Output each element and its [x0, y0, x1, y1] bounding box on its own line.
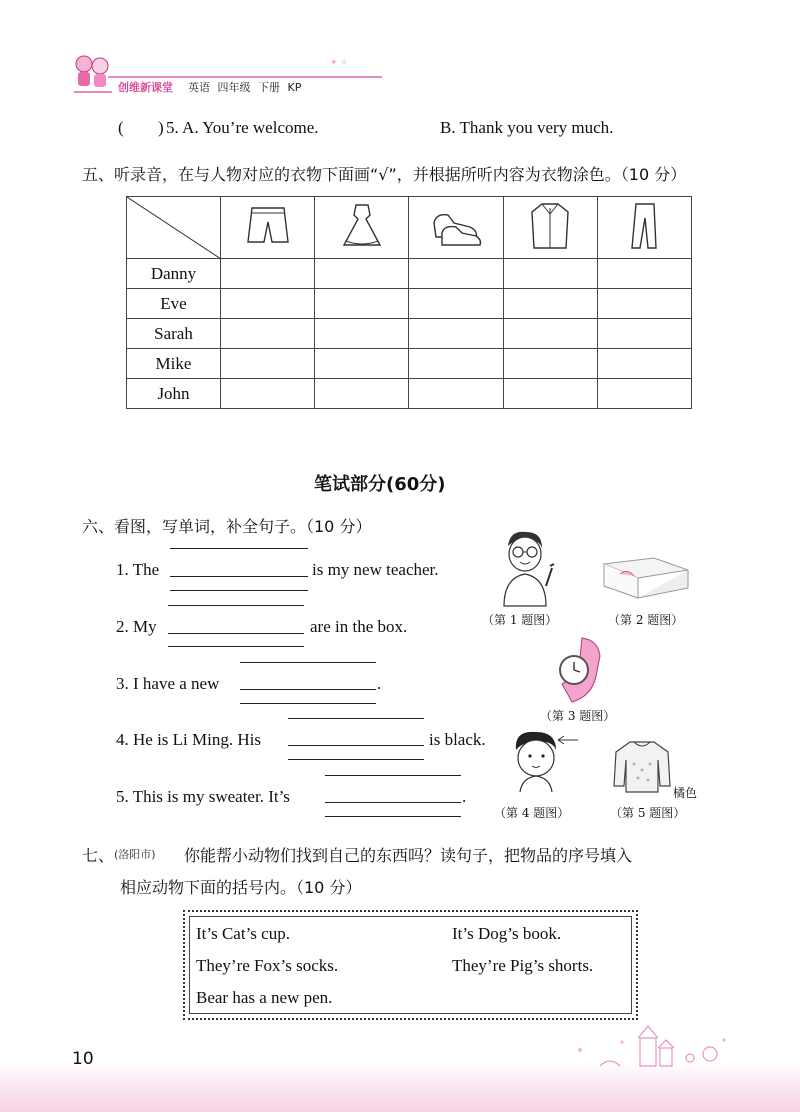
answer-cell[interactable] — [503, 379, 597, 409]
writing-line — [240, 703, 376, 704]
answer-line-1[interactable] — [170, 576, 308, 577]
answer-cell[interactable] — [503, 319, 597, 349]
answer-line-5[interactable] — [325, 802, 461, 803]
shorts-icon — [238, 202, 298, 250]
dress-cell — [315, 197, 409, 259]
writing-line — [325, 816, 461, 817]
page-header — [68, 52, 348, 98]
coat-cell — [503, 197, 597, 259]
dress-icon — [332, 201, 392, 251]
row-name-danny: Danny — [127, 259, 221, 289]
item-5-prefix: 5. This is my sweater. It’s — [116, 787, 290, 806]
teacher-picture — [494, 528, 560, 608]
answer-cell[interactable] — [597, 319, 691, 349]
color-note: 橘色 — [673, 786, 698, 800]
writing-line — [240, 662, 376, 663]
caption-2: （第 2 题图） — [608, 613, 684, 627]
answer-cell[interactable] — [315, 349, 409, 379]
item-5-suffix: . — [462, 787, 467, 806]
item-1-prefix: 1. The — [116, 560, 160, 579]
written-part-title: 笔试部分(60分) — [314, 474, 446, 495]
section-6-title: 六、看图，写单词，补全句子。（10 分） — [82, 517, 372, 536]
writing-line — [168, 605, 304, 606]
writing-line — [168, 646, 304, 647]
box-picture — [598, 548, 694, 600]
answer-cell[interactable] — [503, 289, 597, 319]
table-row — [127, 289, 692, 319]
section-5-title: 五、听录音，在与人物对应的衣物下面画“√”，并根据所听内容为衣物涂色。（10 分） — [82, 165, 687, 184]
table-corner — [127, 197, 221, 259]
row-name-mike: Mike — [127, 349, 221, 379]
section-7-source: (洛阳市) — [114, 848, 156, 861]
pants-cell — [597, 197, 691, 259]
table-row — [127, 379, 692, 409]
answer-cell[interactable] — [409, 259, 503, 289]
boy-hair-picture — [506, 728, 586, 794]
pants-icon — [614, 200, 674, 252]
page-number: 10 — [72, 1049, 94, 1069]
writing-line — [288, 759, 424, 760]
sentence-cat: It’s Cat’s cup. — [196, 924, 290, 943]
answer-cell[interactable] — [315, 379, 409, 409]
table-row — [127, 319, 692, 349]
sentence-dog: It’s Dog’s book. — [452, 924, 562, 943]
answer-line-4[interactable] — [288, 745, 424, 746]
book-info: 英语 四年级 下册 KP — [188, 81, 302, 94]
row-name-eve: Eve — [127, 289, 221, 319]
clothes-table — [126, 196, 692, 409]
item-4-suffix: is black. — [429, 730, 486, 749]
diagonal-line — [127, 197, 221, 259]
caption-4: （第 4 题图） — [494, 806, 570, 820]
answer-paren-close: ) — [158, 118, 164, 137]
star-decoration: ✦ ✧ — [330, 58, 348, 68]
coat-icon — [520, 200, 580, 252]
answer-cell[interactable] — [597, 349, 691, 379]
section-7-title-1: 你能帮小动物们找到自己的东西吗？读句子，把物品的序号填入 — [184, 846, 633, 865]
answer-cell[interactable] — [315, 259, 409, 289]
castle-decoration — [560, 1020, 730, 1070]
answer-cell[interactable] — [409, 349, 503, 379]
shoes-cell — [409, 197, 503, 259]
answer-cell[interactable] — [503, 349, 597, 379]
answer-line-2[interactable] — [168, 633, 304, 634]
answer-cell[interactable] — [409, 379, 503, 409]
answer-cell[interactable] — [221, 289, 315, 319]
row-name-john: John — [127, 379, 221, 409]
answer-cell[interactable] — [409, 289, 503, 319]
sentence-fox: They’re Fox’s socks. — [196, 956, 339, 975]
row-name-sarah: Sarah — [127, 319, 221, 349]
item-2-suffix: are in the box. — [310, 617, 408, 636]
answer-cell[interactable] — [409, 319, 503, 349]
sweater-picture — [610, 738, 674, 796]
cartoon-kids-icon — [70, 52, 116, 96]
writing-line — [170, 548, 308, 549]
section-7-label: 七、 — [82, 846, 115, 865]
answer-cell[interactable] — [315, 289, 409, 319]
item-1-suffix: is my new teacher. — [312, 560, 439, 579]
table-row — [127, 349, 692, 379]
shoes-icon — [426, 203, 486, 249]
answer-cell[interactable] — [315, 319, 409, 349]
table-row — [127, 259, 692, 289]
option-b: B. Thank you very much. — [440, 118, 614, 137]
answer-cell[interactable] — [597, 259, 691, 289]
sentence-pig: They’re Pig’s shorts. — [452, 956, 594, 975]
answer-cell[interactable] — [221, 379, 315, 409]
option-a: 5. A. You’re welcome. — [166, 118, 319, 137]
brand-title: 创维新课堂 — [118, 81, 173, 94]
section-7-title-2: 相应动物下面的括号内。（10 分） — [120, 878, 362, 897]
shorts-cell — [221, 197, 315, 259]
answer-line-3[interactable] — [240, 689, 376, 690]
caption-3: （第 3 题图） — [540, 709, 616, 723]
answer-cell[interactable] — [221, 319, 315, 349]
watch-picture — [552, 636, 608, 704]
item-4-prefix: 4. He is Li Ming. His — [116, 730, 261, 749]
caption-5: （第 5 题图） — [610, 806, 686, 820]
answer-cell[interactable] — [221, 259, 315, 289]
sentence-bear: Bear has a new pen. — [196, 988, 333, 1007]
answer-cell[interactable] — [503, 259, 597, 289]
answer-paren-open: ( — [118, 118, 124, 137]
caption-1: （第 1 题图） — [482, 613, 558, 627]
answer-cell[interactable] — [597, 289, 691, 319]
item-3-prefix: 3. I have a new — [116, 674, 220, 693]
item-2-prefix: 2. My — [116, 617, 157, 636]
item-3-suffix: . — [377, 674, 382, 693]
writing-line — [170, 590, 308, 591]
header-rule — [108, 76, 382, 78]
writing-line — [325, 775, 461, 776]
answer-cell[interactable] — [597, 379, 691, 409]
writing-line — [288, 718, 424, 719]
answer-cell[interactable] — [221, 349, 315, 379]
